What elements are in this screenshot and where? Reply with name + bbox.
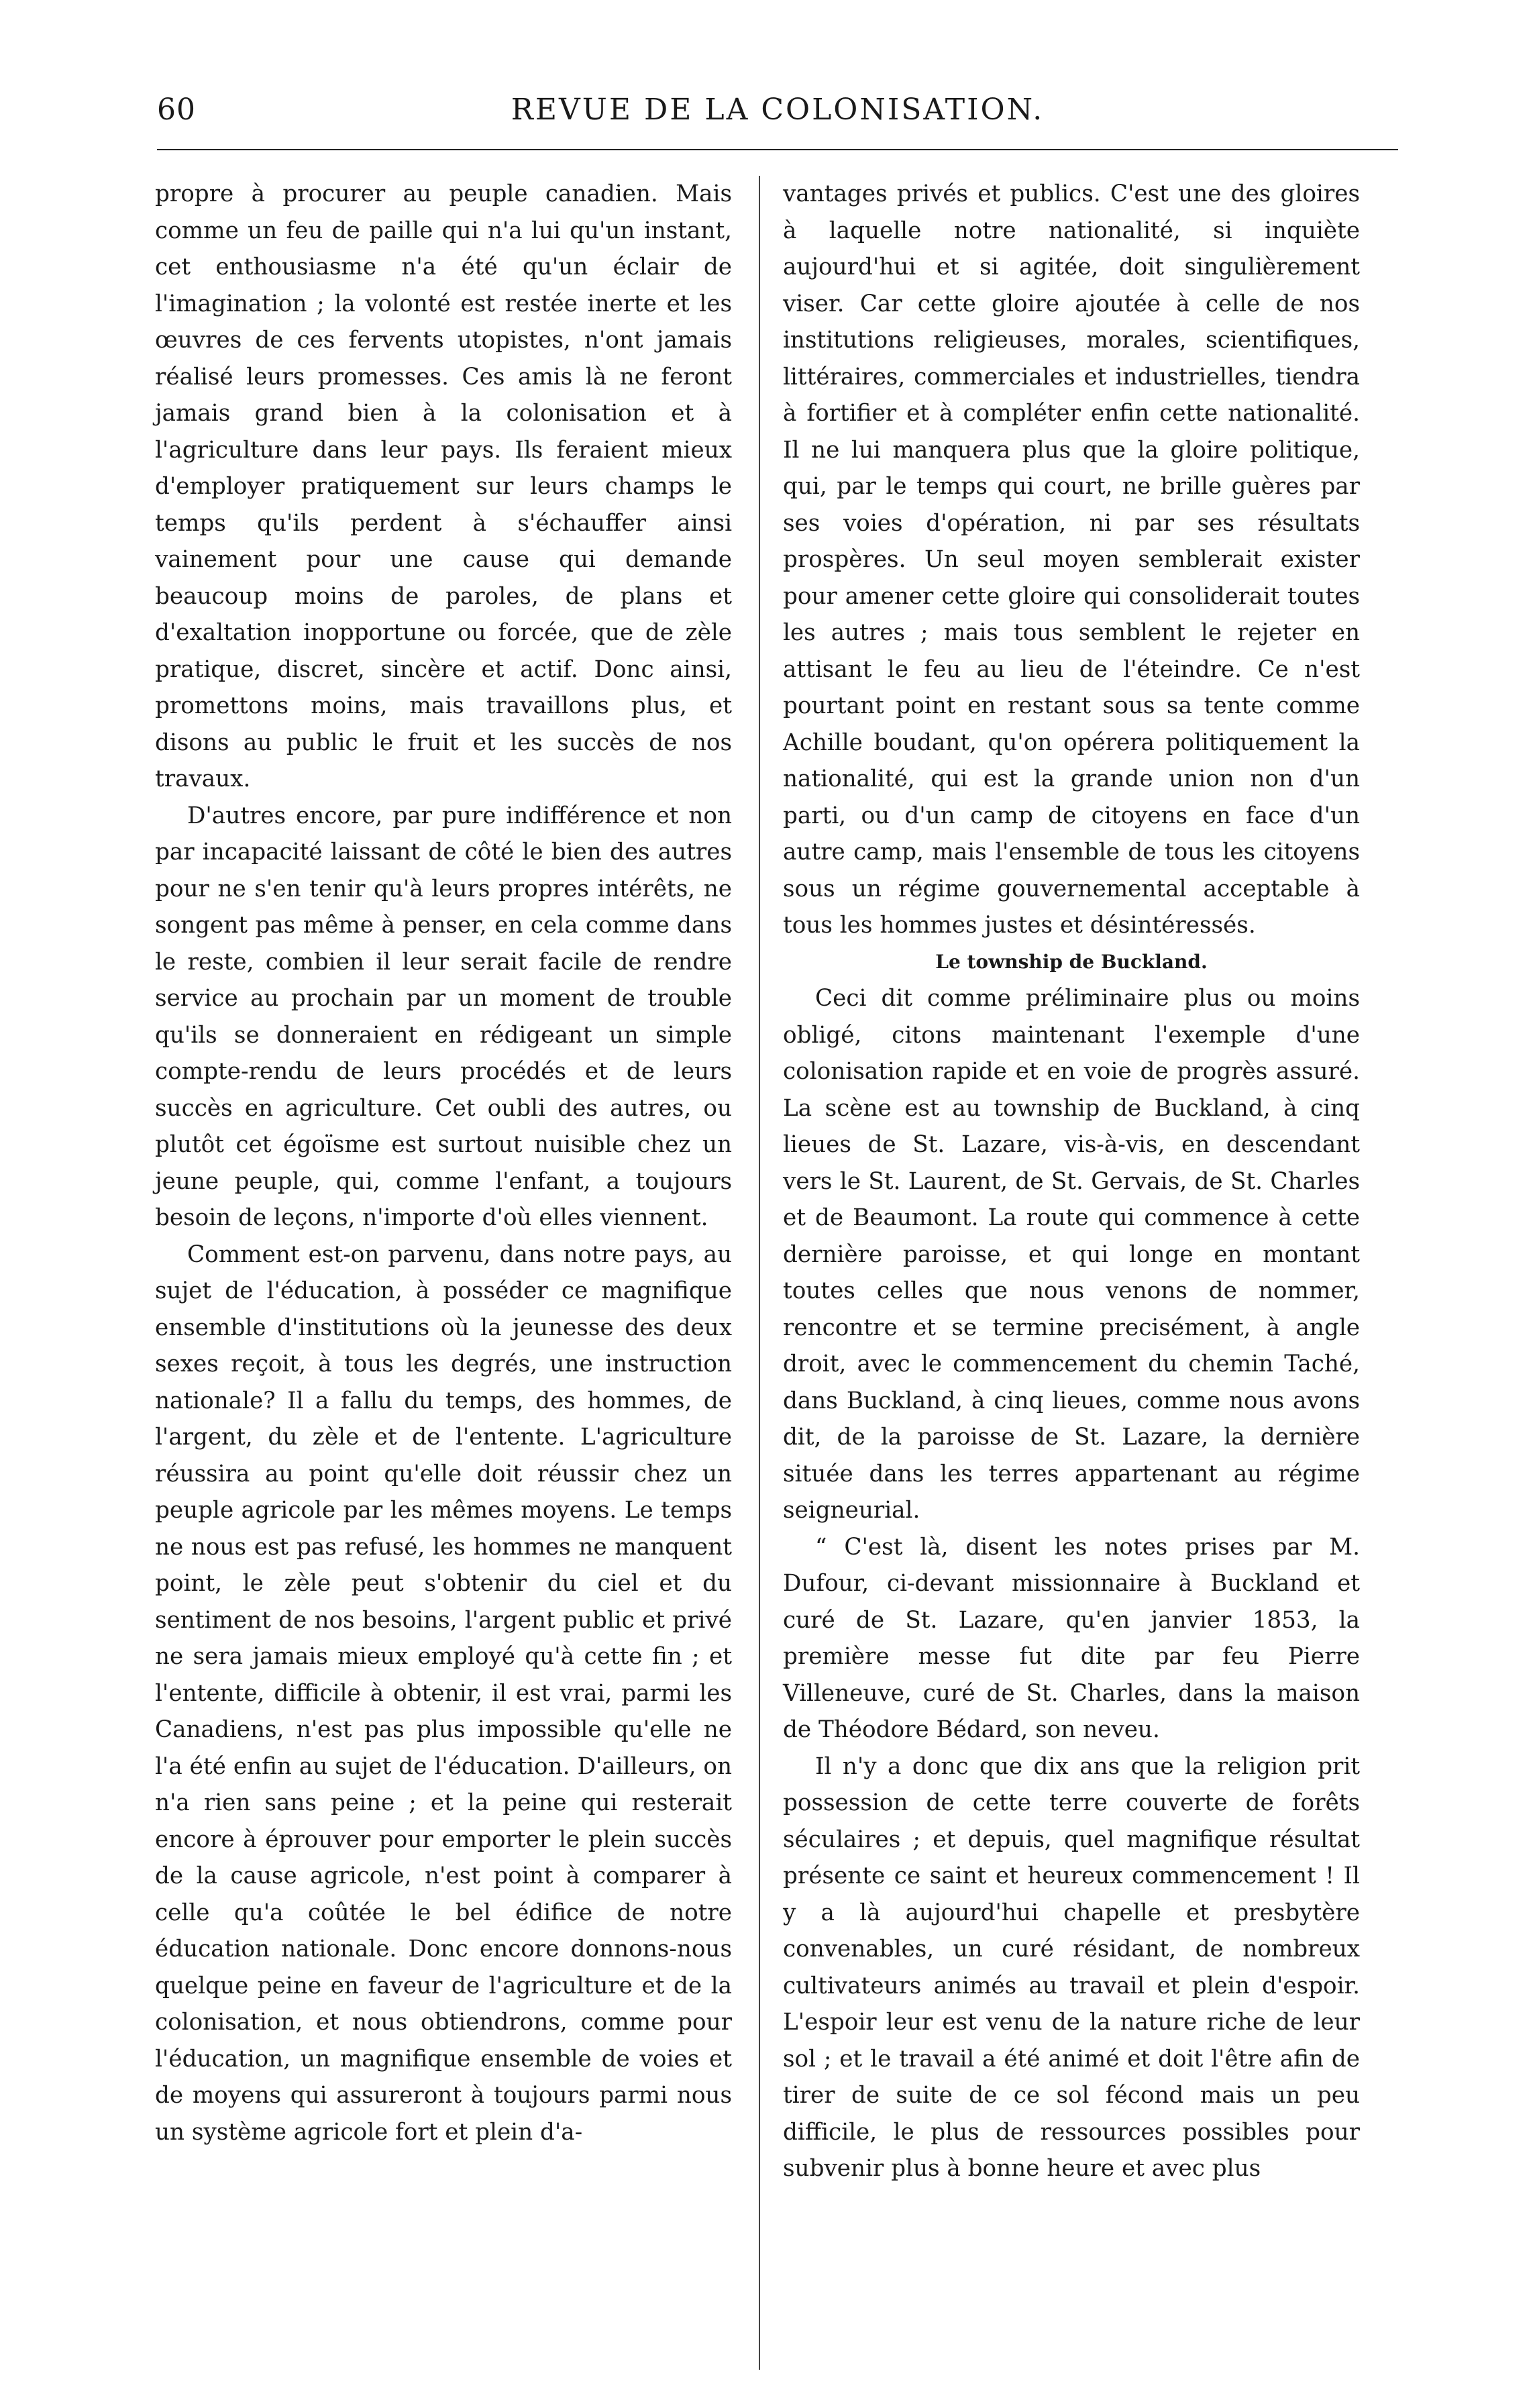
paragraph: D'autres encore, par pure indifférence et non par incapacité laissant de côté le bien des autres pour ne s'en tenir qu'à leurs propres intérêts, ne songent pas même à penser, en cela comme dans le reste, combien il leur serait facile de rendre service au prochain par un moment de trouble qu'ils se donneraient en rédigeant un simple compte-rendu de leurs procédés et de leurs succès en agriculture. Cet oubli des autres, ou plutôt cet égoïsme est surtout nuisible chez un jeune peuple, qui, comme l'enfant, a toujours besoin de leçons, n'importe d'où elles viennent. [155, 802, 732, 1231]
paragraph: Il n'y a donc que dix ans que la religion prit possession de cette terre couverte de forêts séculaires ; et depuis, quel magnifique résultat présente ce saint et heureux commencement ! Il y a là aujourd'hui chapelle et presbytère convenables, un curé résidant, de nombreux cultivateurs animés au travail et plein d'espoir. L'espoir leur est venu de la nature riche de leur sol ; et le travail a été animé et doit l'être afin de tirer de suite de ce sol fécond mais un peu difficile, le plus de ressources possibles pour subvenir plus à bonne heure et avec plus [783, 1752, 1360, 2182]
header-rule [157, 149, 1398, 150]
paragraph: Ceci dit comme préliminaire plus ou moins obligé, citons maintenant l'exemple d'une colonisation rapide et en voie de progrès assuré. La scène est au township de Buckland, à cinq lieues de St. Lazare, vis-à-vis, en descendant vers le St. Laurent, de St. Gervais, de St. Charles et de Beaumont. La route qui commence à cette dernière paroisse, et qui longe en montant toutes celles que nous venons de nommer, rencontre et se termine precisément, à angle droit, avec le commencement du chemin Taché, dans Buckland, à cinq lieues, comme nous avons dit, de la paroisse de St. Lazare, la dernière située dans les terres appartenant au régime seigneurial. [783, 985, 1360, 1524]
paragraph: vantages privés et publics. C'est une des gloires à laquelle notre nationalité, si inquiète aujourd'hui et si agitée, doit singulièrement viser. Car cette gloire ajoutée à celle de nos institutions religieuses, morales, scientifiques, littéraires, commerciales et industrielles, tiendra à fortifier et à compléter enfin cette nationalité. Il ne lui manquera plus que la gloire politique, qui, par le temps qui court, ne brille guères par ses voies d'opération, ni par ses résultats prospères. Un seul moyen semblerait exister pour amener cette gloire qui consoliderait toutes les autres ; mais tous semblent le rejeter en attisant le feu au lieu de l'éteindre. Ce n'est pourtant point en restant sous sa tente comme Achille boudant, qu'on opérera politiquement la nationalité, qui est la grande union non d'un parti, ou d'un camp de citoyens en face d'un autre camp, mais l'ensemble de tous les citoyens sous un régime gouvernemental acceptable à tous les hommes justes et désintéressés. [783, 180, 1360, 939]
paragraph: Comment est-on parvenu, dans notre pays, au sujet de l'éducation, à posséder ce magnifique ensemble d'institutions où la jeunesse des deux sexes reçoit, à tous les degrés, une instruction nationale? Il a fallu du temps, des hommes, de l'argent, du zèle et de l'entente. L'agriculture réussira au point qu'elle doit réussir chez un peuple agricole par les mêmes moyens. Le temps ne nous est pas refusé, les hommes ne manquent point, le zèle peut s'obtenir du ciel et du sentiment de nos besoins, l'argent public et privé ne sera jamais mieux employé qu'à cette fin ; et l'entente, difficile à obtenir, il est vrai, parmi les Canadiens, n'est pas plus impossible qu'elle ne l'a été enfin au sujet de l'éducation. D'ailleurs, on n'a rien sans peine ; et la peine qui resterait encore à éprouver pour emporter le plein succès de la cause agricole, n'est point à comparer à celle qu'a coûtée le bel édifice de notre éducation nationale. Donc encore donnons-nous quelque peine en faveur de l'agriculture et de la colonisation, et nous obtiendrons, comme pour l'éducation, un magnifique ensemble de voies et de moyens qui assureront à toujours parmi nous un système agricole fort et plein d'a- [155, 1241, 732, 2146]
right-column [783, 176, 1360, 2187]
page-number: 60 [157, 93, 196, 127]
running-head [157, 93, 1398, 133]
paragraph: propre à procurer au peuple canadien. Mais comme un feu de paille qui n'a lui qu'un instant, cet enthousiasme n'a été qu'un éclair de l'imagination ; la volonté est restée inerte et les œuvres de ces fervents utopistes, n'ont jamais réalisé leurs promesses. Ces amis là ne feront jamais grand bien à la colonisation et à l'agriculture dans leur pays. Ils feraient mieux d'employer pratiquement sur leurs champs le temps qu'ils perdent à s'échauffer ainsi vainement pour une cause qui demande beaucoup moins de paroles, de plans et d'exaltation inopportune ou forcée, que de zèle pratique, discret, sincère et actif. Donc ainsi, promettons moins, mais travaillons plus, et disons au public le fruit et les succès de nos travaux. [155, 180, 732, 792]
running-title: REVUE DE LA COLONISATION. [511, 93, 1045, 127]
left-column [155, 176, 732, 2150]
section-heading: Le township de Buckland. [935, 950, 1208, 973]
column-divider [759, 176, 760, 2370]
paragraph: “ C'est là, disent les notes prises par M. Dufour, ci-devant missionnaire à Buckland et curé de St. Lazare, qu'en janvier 1853, la première messe fut dite par feu Pierre Villeneuve, curé de St. Charles, dans la maison de Théodore Bédard, son neveu. [783, 1533, 1360, 1743]
